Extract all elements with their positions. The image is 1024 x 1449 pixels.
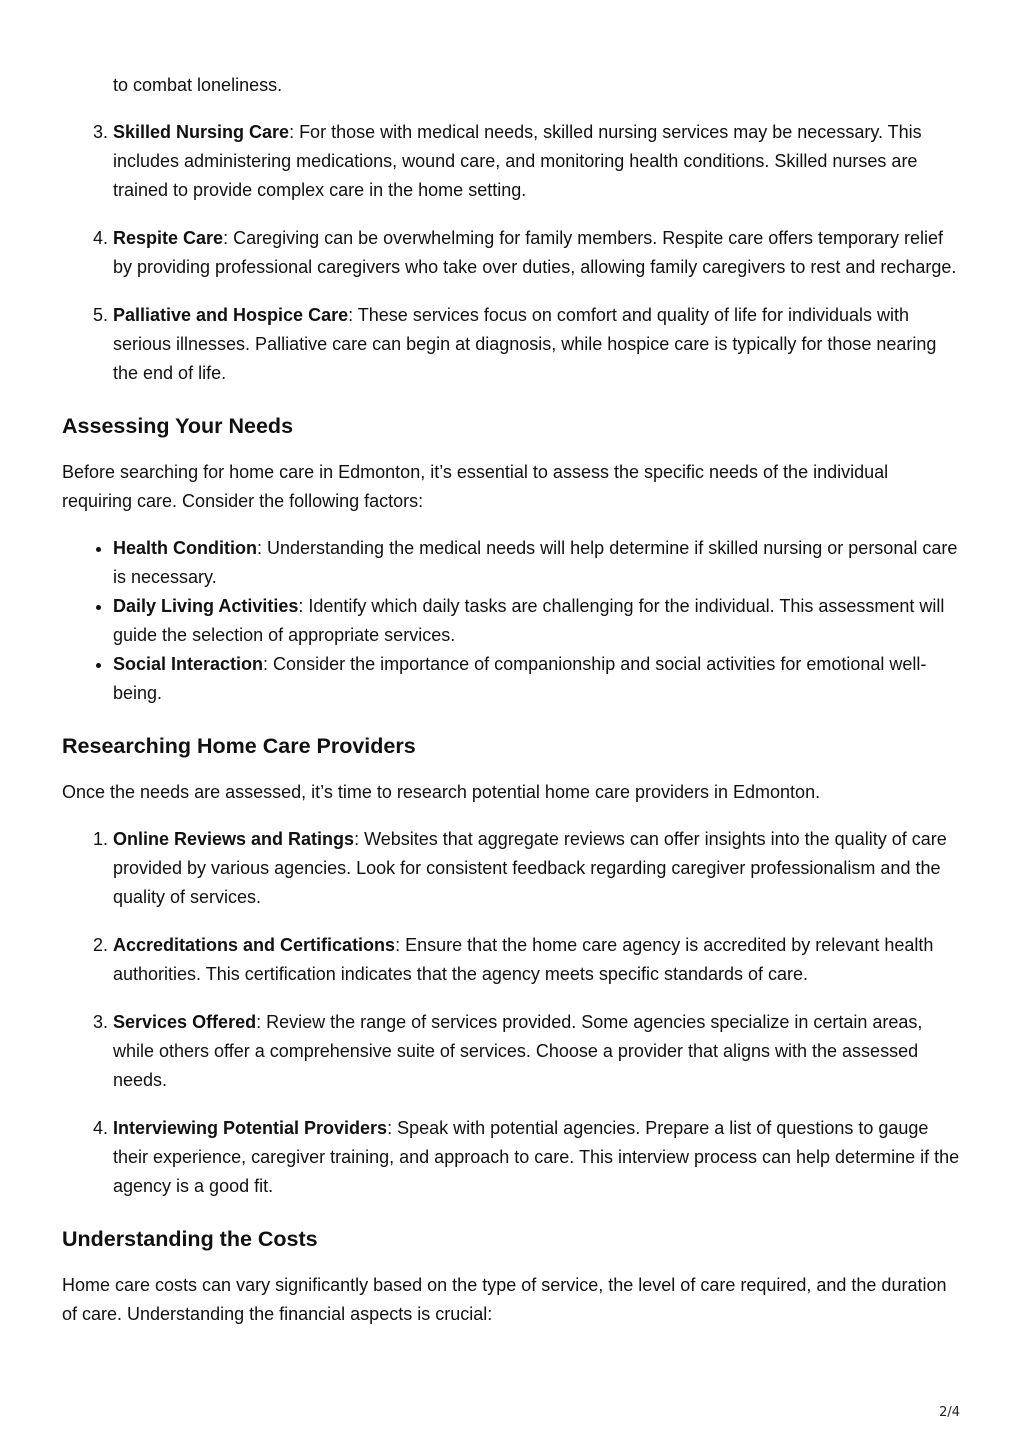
page-number: 2/4 [939, 1405, 960, 1420]
costs-paragraph: Home care costs can vary significantly based on the type of service, the level of care required, and the duration of care. Understanding the financial aspects is crucial: [62, 1275, 947, 1324]
list-item-term: Interviewing Potential Providers [113, 1118, 388, 1138]
list-item [113, 301, 962, 388]
factors-list [62, 534, 962, 708]
list-item-term: Palliative and Hospice Care [113, 305, 349, 325]
section-heading-researching: Researching Home Care Providers [62, 734, 416, 758]
research-steps-list [62, 825, 962, 1201]
researching-paragraph: Once the needs are assessed, it’s time to research potential home care providers in Edmonton. [62, 782, 821, 802]
list-item [113, 1008, 962, 1095]
list-item-term: Health Condition [113, 538, 257, 558]
list-item [113, 224, 962, 282]
list-item [113, 592, 962, 650]
list-item-term: Respite Care [113, 228, 224, 248]
list-item-text: : Understanding the medical needs will help determine if skilled nursing or personal care is necessary. [113, 538, 958, 587]
care-types-list [62, 118, 962, 388]
list-item-term: Services Offered [113, 1012, 257, 1032]
list-item [113, 534, 962, 592]
list-item-term: Daily Living Activities [113, 596, 299, 616]
assessing-paragraph: Before searching for home care in Edmonton, it’s essential to assess the specific needs of the individual requiring care. Consider the following factors: [62, 462, 889, 511]
list-item [113, 931, 962, 989]
section-heading-assessing: Assessing Your Needs [62, 414, 294, 438]
list-item-text: : Caregiving can be overwhelming for family members. Respite care offers temporary relief by providing professional caregivers who take over duties, allowing family caregivers to rest and recharge. [113, 228, 957, 277]
list-item-text: : Identify which daily tasks are challenging for the individual. This assessment will guide the selection of appropriate services. [113, 596, 945, 645]
list-item [113, 1114, 962, 1201]
section-heading-costs: Understanding the Costs [62, 1227, 318, 1251]
list-item [113, 650, 962, 708]
list-item-term: Online Reviews and Ratings [113, 829, 355, 849]
list-item-text: : Websites that aggregate reviews can offer insights into the quality of care provided by various agencies. Look for consistent feedback regarding caregiver professionalism and the quality of services. [113, 829, 947, 907]
list-item-term: Accreditations and Certifications [113, 935, 396, 955]
intro-fragment: to combat loneliness. [113, 75, 283, 95]
list-item-term: Social Interaction [113, 654, 264, 674]
list-item-text: : Ensure that the home care agency is accredited by relevant health authorities. This certification indicates that the agency meets specific standards of care. [113, 935, 934, 984]
list-item-text: : Review the range of services provided. Some agencies specialize in certain areas, while others offer a comprehensive suite of services. Choose a provider that aligns with the assessed needs. [113, 1012, 923, 1090]
list-item [113, 118, 962, 205]
list-item-term: Skilled Nursing Care [113, 122, 290, 142]
list-item [113, 825, 962, 912]
list-item-text: : These services focus on comfort and quality of life for individuals with serious illnesses. Palliative care can begin at diagnosis, while hospice care is typically for those nearing the end of life. [113, 305, 937, 383]
list-item-text: : For those with medical needs, skilled nursing services may be necessary. This includes administering medications, wound care, and monitoring health conditions. Skilled nurses are trained to provide complex care in the home setting. [113, 122, 922, 200]
document-page [62, 71, 962, 1347]
list-item-text: : Speak with potential agencies. Prepare a list of questions to gauge their experience, caregiver training, and approach to care. This interview process can help determine if the agency is a good fit. [113, 1118, 960, 1196]
list-item-text: : Consider the importance of companionship and social activities for emotional well-being. [113, 654, 927, 703]
